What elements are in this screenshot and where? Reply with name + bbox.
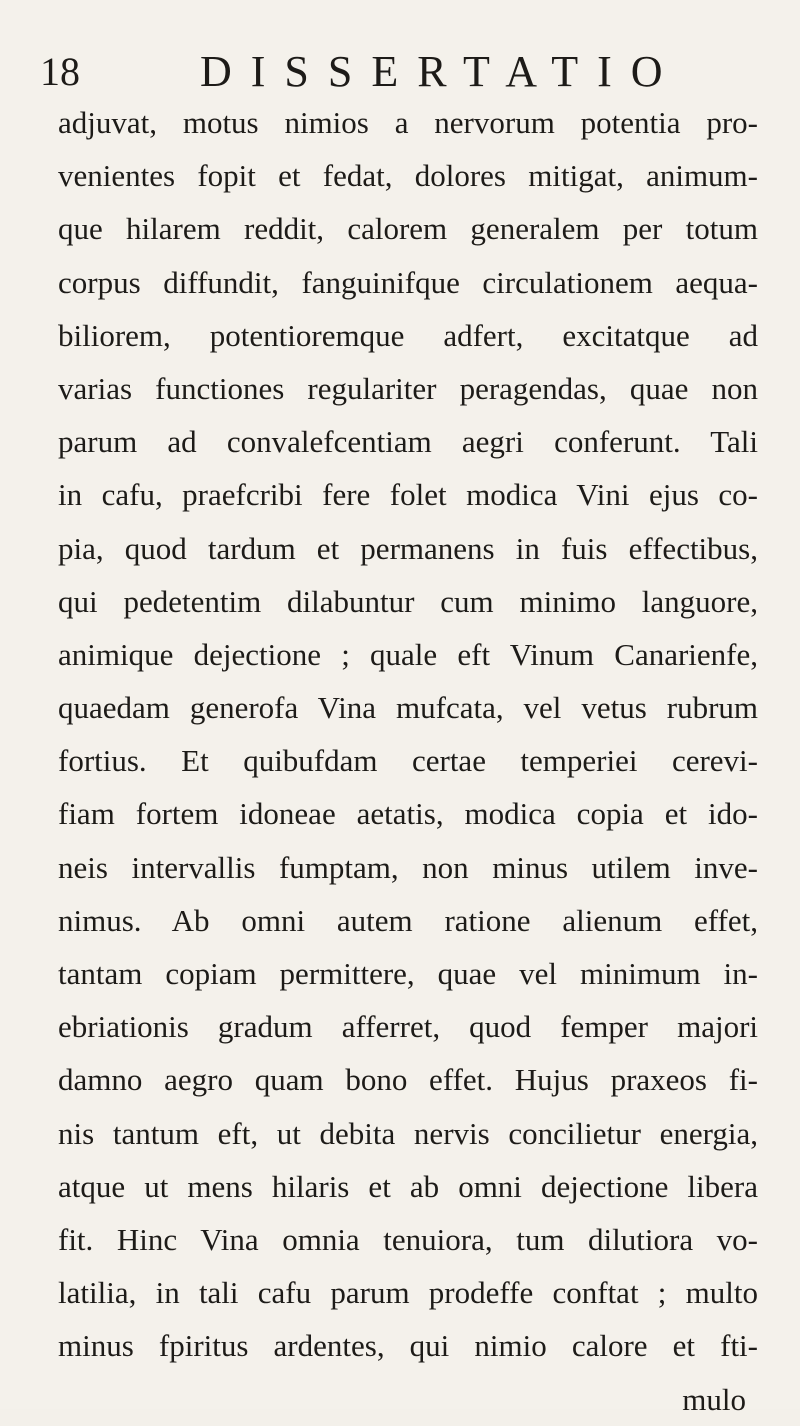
text-line: fortius. Et quibufdam certae temperiei cerevi- <box>58 743 758 779</box>
text-line: adjuvat, motus nimios a nervorum potentia pro- <box>58 105 758 140</box>
text-line: pia, quod tardum et permanens in fuis effectibus, <box>58 530 758 566</box>
text-line: quaedam generofa Vina mufcata, vel vetus rubrum <box>58 690 758 726</box>
text-line: nimus. Ab omni autem ratione alienum effet, <box>58 902 758 938</box>
page-header <box>0 42 800 102</box>
text-line: qui pedetentim dilabuntur cum minimo languore, <box>58 583 758 619</box>
body-text <box>58 96 758 1426</box>
text-line: atque ut mens hilaris et ab omni dejectione libera <box>58 1168 758 1204</box>
running-head: DISSERTATIO <box>200 47 682 96</box>
text-line: nis tantum eft, ut debita nervis concilietur energia, <box>58 1115 758 1151</box>
text-line: que hilarem reddit, calorem generalem per totum <box>58 211 758 247</box>
text-line: minus fpiritus ardentes, qui nimio calore et fti- <box>58 1328 758 1364</box>
text-line: biliorem, potentioremque adfert, excitatque ad <box>58 317 758 353</box>
text-line: fiam fortem idoneae aetatis, modica copia et ido- <box>58 796 758 832</box>
text-line: animique dejectione ; quale eft Vinum Canarienfe, <box>58 636 758 672</box>
text-line: in cafu, praefcribi fere folet modica Vini ejus co- <box>58 477 758 513</box>
text-line: tantam copiam permittere, quae vel minimum in- <box>58 956 758 991</box>
text-line: neis intervallis fumptam, non minus utilem inve- <box>58 849 758 885</box>
text-line: fit. Hinc Vina omnia tenuiora, tum dilutiora vo- <box>58 1221 758 1257</box>
text-line: ebriationis gradum afferret, quod femper majori <box>58 1009 758 1045</box>
text-line: parum ad convalefcentiam aegri conferunt. Tali <box>58 424 758 460</box>
text-line: latilia, in tali cafu parum prodeffe conftat ; multo <box>58 1275 758 1311</box>
text-line: varias functiones regulariter peragendas, quae non <box>58 370 758 406</box>
text-line: corpus diffundit, fanguinifque circulationem aequa- <box>58 264 758 300</box>
page-number: 18 <box>40 49 80 94</box>
text-line: damno aegro quam bono effet. Hujus praxeos fi- <box>58 1062 758 1098</box>
catchword: mulo <box>682 1381 746 1417</box>
text-line: venientes fopit et fedat, dolores mitigat, animum- <box>58 158 758 194</box>
